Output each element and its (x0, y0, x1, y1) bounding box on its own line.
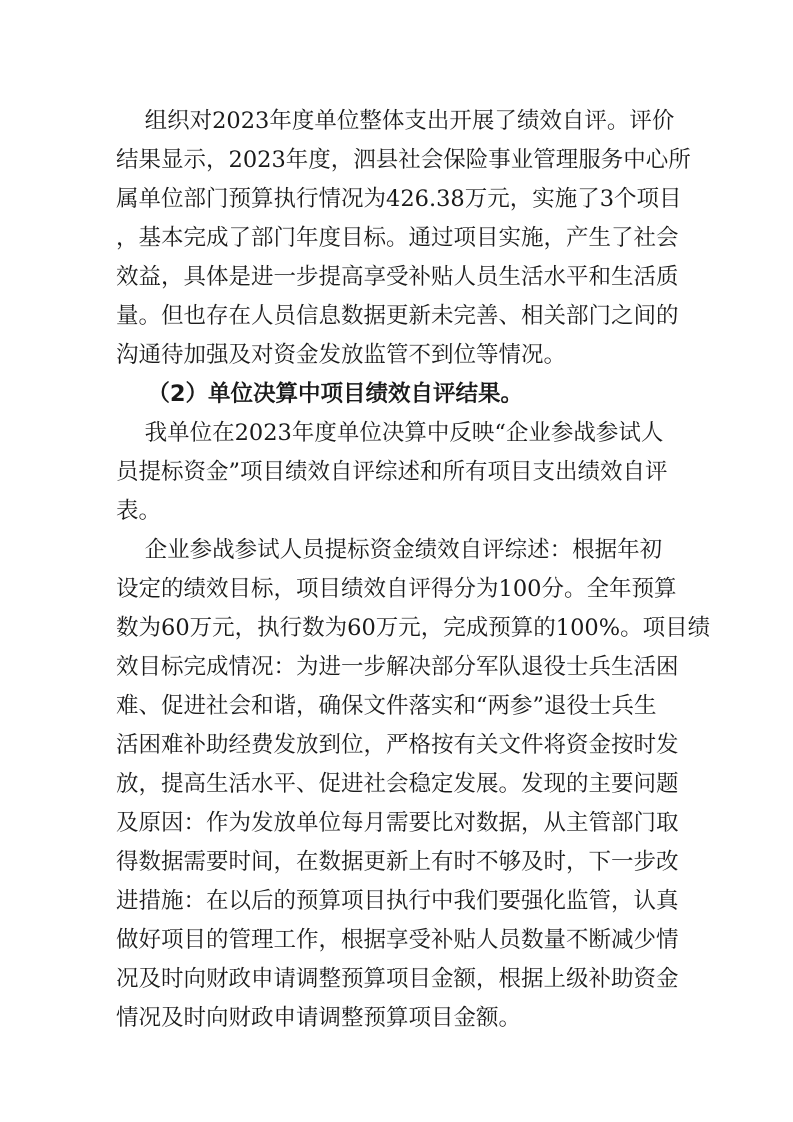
text-line: 组织对2023年度单位整体支出开展了绩效自评。评价 (116, 108, 675, 134)
text-line: 况及时向财政申请调整预算项目金额，根据上级补助资金 (116, 966, 679, 992)
text-line: 设定的绩效目标，项目绩效自评得分为100分。全年预算 (116, 576, 677, 602)
text-line: 沟通待加强及对资金发放监管不到位等情况。 (116, 342, 567, 368)
section-heading: （2）单位决算中项目绩效自评结果。 (116, 381, 523, 407)
text-line: 进措施：在以后的预算项目执行中我们要强化监管，认真 (116, 888, 679, 914)
text-line: 活困难补助经费发放到位，严格按有关文件将资金按时发 (116, 732, 679, 758)
text-line: 数为60万元，执行数为60万元，完成预算的100%。项目绩 (116, 615, 711, 641)
text-line: 表。 (116, 498, 162, 524)
text-line: 做好项目的管理工作，根据享受补贴人员数量不断减少情 (116, 927, 679, 953)
text-line: 效目标完成情况：为进一步解决部分军队退役士兵生活困 (116, 654, 679, 680)
text-line: 情况及时向财政申请调整预算项目金额。 (116, 1005, 522, 1031)
text-line: 放，提高生活水平、促进社会稳定发展。发现的主要问题 (116, 771, 679, 797)
text-line: 难、促进社会和谐，确保文件落实和“两参”退役士兵生 (116, 693, 657, 719)
text-line: 员提标资金”项目绩效自评综述和所有项目支出绩效自评 (116, 459, 668, 485)
text-line: 及原因：作为发放单位每月需要比对数据，从主管部门取 (116, 810, 679, 836)
text-line: 结果显示，2023年度，泗县社会保险事业管理服务中心所 (116, 147, 691, 173)
text-line: 量。但也存在人员信息数据更新未完善、相关部门之间的 (116, 303, 679, 329)
text-line: 属单位部门预算执行情况为426.38万元，实施了3个项目 (116, 186, 682, 212)
text-line: 我单位在2023年度单位决算中反映“企业参战参试人 (116, 420, 664, 446)
text-line: 企业参战参试人员提标资金绩效自评综述：根据年初 (116, 537, 663, 563)
text-line: 得数据需要时间，在数据更新上有时不够及时，下一步改 (116, 849, 679, 875)
text-line: 效益，具体是进一步提高享受补贴人员生活水平和生活质 (116, 264, 679, 290)
text-line: ，基本完成了部门年度目标。通过项目实施，产生了社会 (116, 225, 679, 251)
